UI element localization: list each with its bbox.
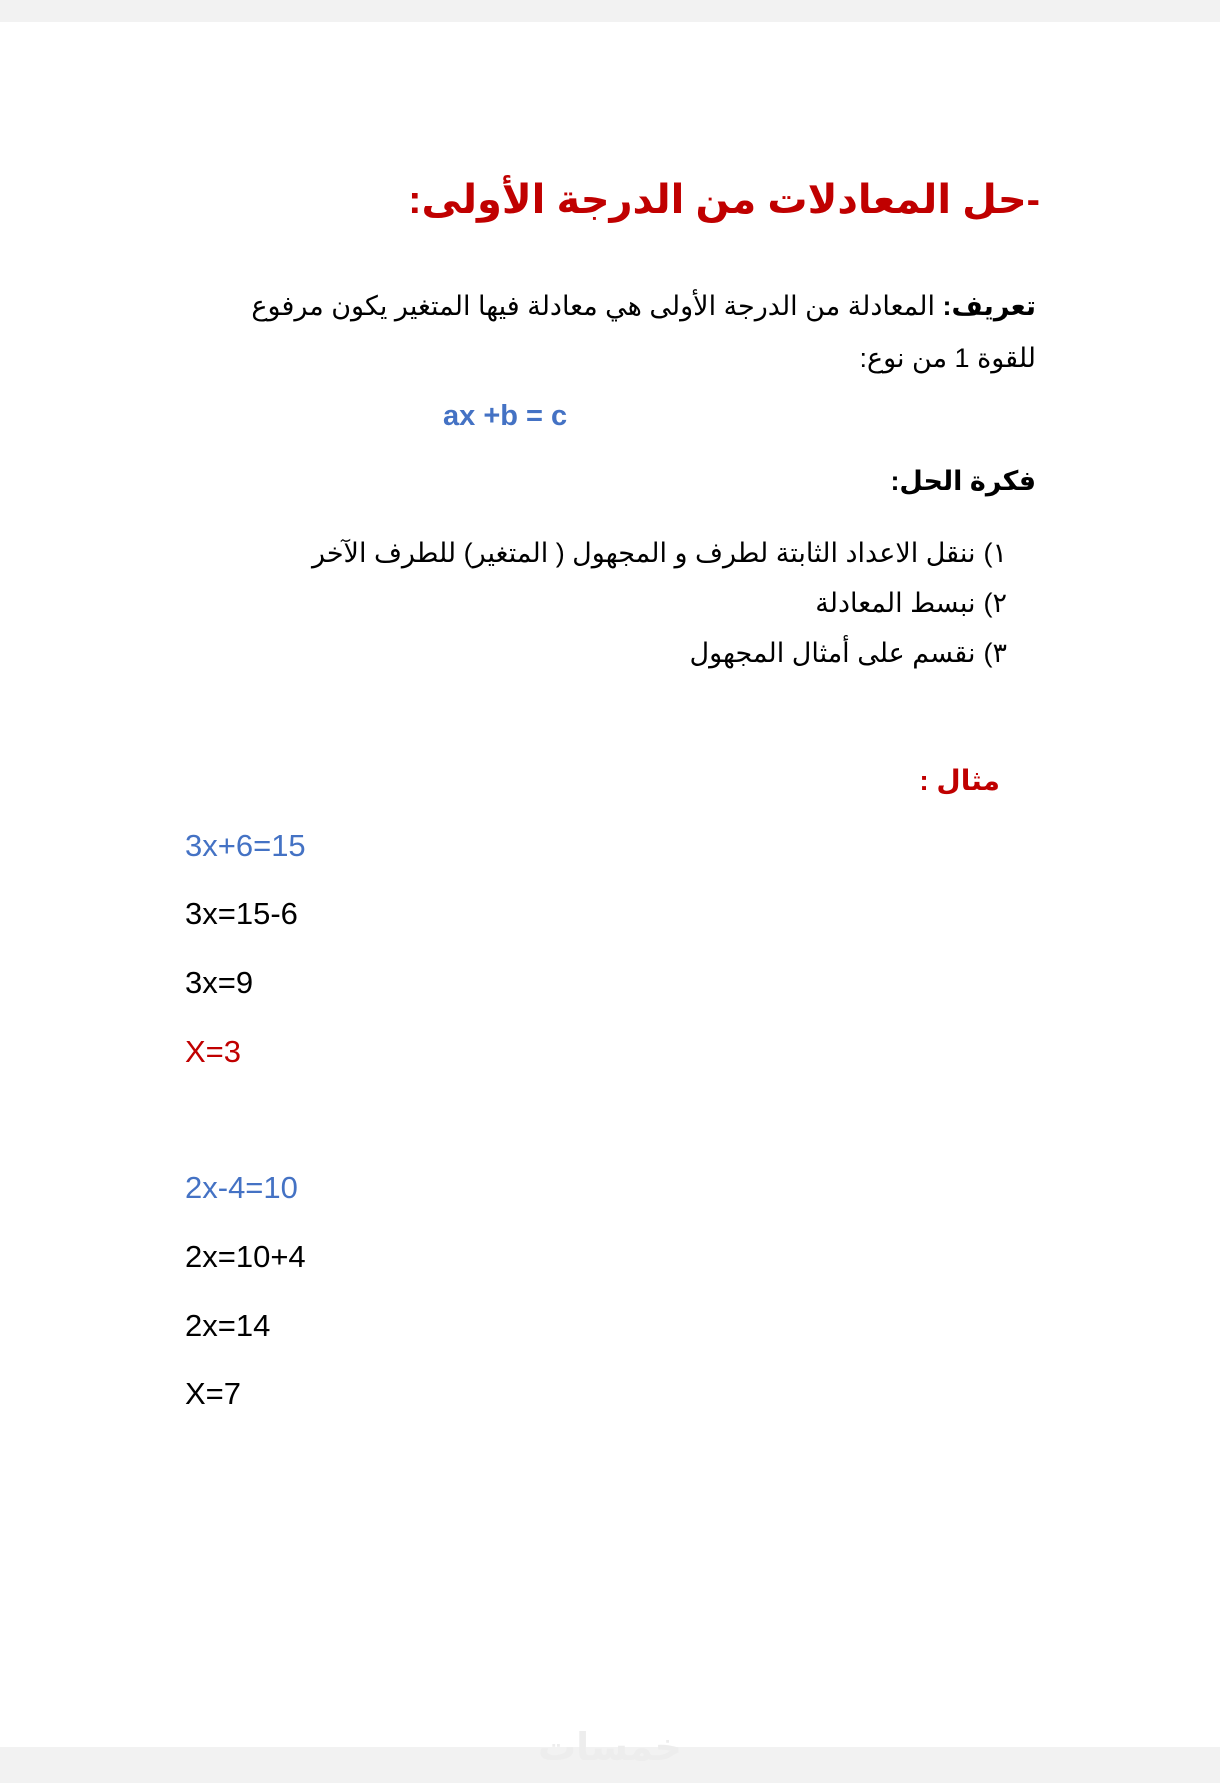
- example-2-answer: X=7: [185, 1376, 242, 1411]
- example-1-step: 3x=15-6: [185, 896, 298, 931]
- example-heading: مثال :: [919, 765, 1000, 796]
- example-1-answer: X=3: [185, 1034, 242, 1069]
- definition-paragraph: [186, 280, 1036, 384]
- step-number: ٣): [983, 638, 1007, 668]
- step-text: نقسم على أمثال المجهول: [689, 638, 976, 668]
- definition-term: تعريف:: [942, 291, 1036, 321]
- step-number: ١): [983, 538, 1007, 568]
- solution-step: [207, 628, 1007, 678]
- step-number: ٢): [983, 588, 1007, 618]
- document-page: [0, 22, 1220, 1747]
- general-formula: ax +b = c: [443, 400, 568, 432]
- example-2-equation: 2x-4=10: [185, 1170, 298, 1205]
- example-2-step: 2x=14: [185, 1308, 271, 1343]
- solution-step: [207, 578, 1007, 628]
- example-1-equation: 3x+6=15: [185, 828, 306, 863]
- step-text: نبسط المعادلة: [815, 588, 976, 618]
- watermark-logo: خمسات: [538, 1727, 682, 1769]
- example-1-step: 3x=9: [185, 965, 254, 1000]
- example-2-step: 2x=10+4: [185, 1239, 306, 1274]
- document-title: -حل المعادلات من الدرجة الأولى:: [408, 178, 1040, 222]
- definition-text: المعادلة من الدرجة الأولى هي معادلة فيها المتغير يكون مرفوع للقوة 1 من نوع:: [251, 291, 1036, 373]
- step-text: ننقل الاعداد الثابتة لطرف و المجهول ( المتغير) للطرف الآخر: [311, 538, 976, 568]
- solution-idea-heading: فكرة الحل:: [890, 466, 1036, 496]
- solution-step: [207, 528, 1007, 578]
- solution-steps-list: [207, 528, 1007, 678]
